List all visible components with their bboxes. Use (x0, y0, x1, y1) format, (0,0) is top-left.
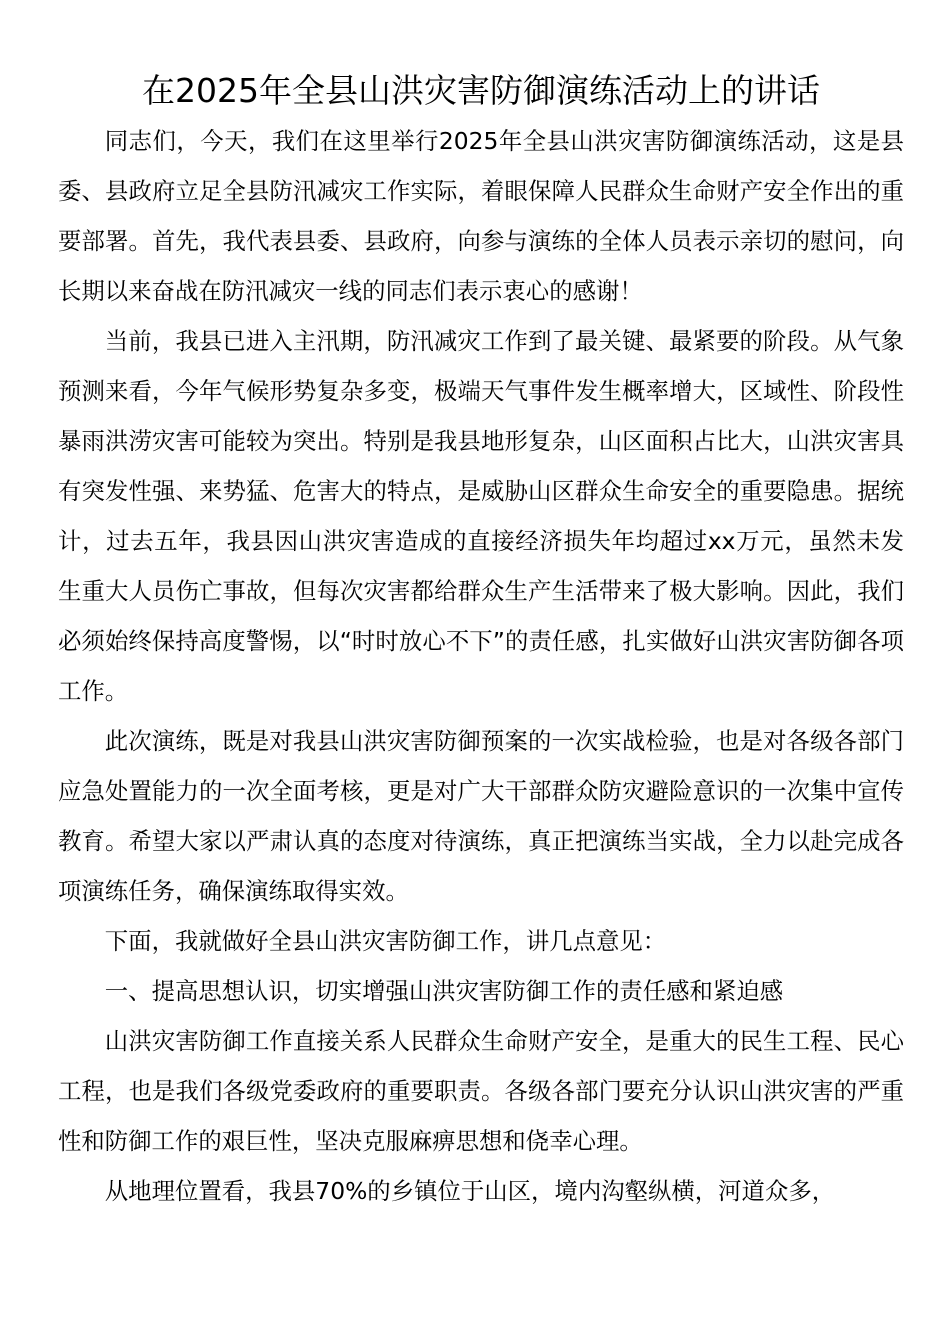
paragraph-situation: 当前，我县已进入主汛期，防汛减灾工作到了最关键、最紧要的阶段。从气象预测来看，今年气候形势复杂多变，极端天气事件发生概率增大，区域性、阶段性暴雨洪涝灾害可能较为突出。特别是我县地形复杂，山区面积占比大，山洪灾害具有突发性强、来势猛、危害大的特点，是威胁山区群众生命安全的重要隐患。据统计，过去五年，我县因山洪灾害造成的直接经济损失年均超过xx万元，虽然未发生重大人员伤亡事故，但每次灾害都给群众生产生活带来了极大影响。因此，我们必须始终保持高度警惕，以“时时放心不下”的责任感，扎实做好山洪灾害防御各项工作。 (58, 327, 904, 705)
paragraph-drill-purpose: 此次演练，既是对我县山洪灾害防御预案的一次实战检验，也是对各级各部门应急处置能力的一次全面考核，更是对广大干部群众防灾避险意识的一次集中宣传教育。希望大家以严肃认真的态度对待演练，真正把演练当实战，全力以赴完成各项演练任务，确保演练取得实效。 (58, 727, 904, 905)
paragraph-opinions-intro: 下面，我就做好全县山洪灾害防御工作，讲几点意见： (104, 927, 667, 955)
section-heading-one: 一、提高思想认识，切实增强山洪灾害防御工作的责任感和紧迫感 (104, 977, 784, 1005)
paragraph-geography: 从地理位置看，我县70%的乡镇位于山区，境内沟壑纵横，河道众多， (104, 1177, 836, 1205)
paragraph-section-one-body: 山洪灾害防御工作直接关系人民群众生命财产安全，是重大的民生工程、民心工程，也是我们各级党委政府的重要职责。各级各部门要充分认识山洪灾害的严重性和防御工作的艰巨性，坚决克服麻痹思想和侥幸心理。 (58, 1027, 904, 1155)
paragraph-greeting: 同志们，今天，我们在这里举行2025年全县山洪灾害防御演练活动，这是县委、县政府立足全县防汛减灾工作实际，着眼保障人民群众生命财产安全作出的重要部署。首先，我代表县委、县政府，向参与演练的全体人员表示亲切的慰问，向长期以来奋战在防汛减灾一线的同志们表示衷心的感谢！ (58, 127, 904, 305)
document-title: 在2025年全县山洪灾害防御演练活动上的讲话 (142, 71, 820, 110)
document-page (58, 66, 904, 1216)
